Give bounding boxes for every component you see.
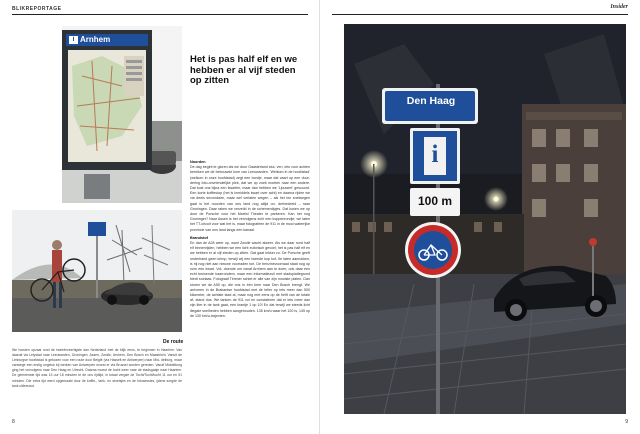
- distance-sign-text: 100 m: [417, 194, 453, 208]
- right-page-number: 9: [625, 419, 628, 425]
- route-caption-title: De route: [163, 339, 184, 345]
- header-rule-right: [332, 14, 628, 15]
- article-column: [190, 160, 310, 322]
- route-caption: We hoeden opzaai rond de tweeënveertigste dan Nederland met de blijk eens, te beginnen in Haarlem. Van daaruit via Lelystad naar Leeuwarden, Groningen, Assen, Zwolle, Arnhem, Den Bosch en Maastricht. Vanuit de Limburgse hoofdstad is gekozen voor een route door België (via Hasselt en Antwerpen) naar Mid- delburg, maar vanwege een erstig ongeluk bij werken van Antwerpen moest er via Brussel worden gereden. Vanaf Middelburg ging het vervolgens naar Den Haag en Utrecht. Daarna moest de tocht weer naar de stadsgaaje naar Haarlem. De gemeenste tijd was 13 uur 18 minuten te de ons rijdtijd, in totaal vergde de Tocht/Tocht/tocht 11 uur en 51 minuten. Die extra tijd werd opgemaakt door de koffie-, tank- en stoetsjes en de fotosessies, ijdens sorgde de tank uitleeuwd.: [12, 348, 182, 388]
- cyclist-road-photo: [12, 210, 182, 332]
- den-haag-night-photo: [344, 24, 626, 414]
- section-label: BLIKREPORTAGE: [12, 6, 62, 12]
- magazine-logo: Insider: [610, 4, 628, 10]
- info-icon: i: [69, 36, 78, 44]
- left-page-number: 8: [12, 419, 15, 425]
- header-rule: [12, 14, 308, 15]
- right-page: [320, 0, 640, 434]
- den-haag-sign-text: Den Haag: [406, 95, 456, 107]
- article-headline: Het is pas half elf en we hebben er al vijf steden op zitten: [190, 54, 298, 86]
- section-text-noorden: De dag begint te gloren als we door Gaasterland stui- ven, iets voor achten bereiken we de bebouwde kom van Leeuwarden. 'Welkom in de hoofdstad' (welkom in onze hoofdstad) zegt een bordje, maar dat vaart op een duur- dering foto-onvriendelijke plek, dat we op zoek moeten naar een andere. Dat kost ons bijna een kwartier, maar dan hebben we 'Ljouwert' gescoord. Een korte koffiestop (het is inmiddels kwart over acht) en daarna rijden we via deels secondaire, maar wel verlaten wegen – als het ien snelwegen gaat is het noorden van ons land nog altijd on- derbedeeld – naar Groningen. Daar raken we verzeild in de schemerdipjes. Dat kosen we op door de Porsche voor het Martini Theater te parkeren. Kan het nog Groninger? Naar Assen is het vervolgens echt een koppenrondje; we laten het TT-circuit voor wat het is, maar fotografeen de 911 in de mooi waterrijke provincie van ons land langs een kanaal.: [190, 165, 310, 232]
- section-heading-noorden: Noorden: [190, 160, 206, 164]
- info-sign-icon: i: [431, 141, 439, 168]
- arnhem-sign-text: Arnhem: [80, 35, 111, 44]
- arnhem-infoboard-photo: [62, 26, 182, 203]
- section-text-brandstof: En dan de A28 weer op, want Zwolle wacht alweer. Als we daar rond half elf binnenrijden, hebben we een licht euforisch gevoel; het is pas half elf en we hebben er al vijf steden op zitten. Dat gaat lekker zo. De Porsche geeft onderhand geen krimp, terwijl wij een tweede kop kof- fie laten aanrukken, is hij nog niet aan nieuwe voorraden toe. De benzinevoorraad staat nog op ruim een kwart. Vol- doende om vanaf Arnhem aan te doen; ook daar een echt bruisende haarrondem, maar een informatiezuil met stadsplattegrond biedt soelaas. Fotograaf Timmer schiet er alle van zijn mooiste platen. Dan sturen we de A50 op, die ons in één keer naar Den Bosch brengt. We arriveren in de Brabantse hoofdstad met de teller op iets meer dan 500 kilometer, de achtste stad al, maar nog met eens op de helft van de totale af- stand dus. We tanken de 911 vol en constateren dat er iets meer dan zijn liter in de tank gaat, een krantje 1 op 10! En dat terwijl we steeds licht illegale snelheden hebben aangehouden. 135 km/u waar het 120 is, 145 op de 130 km/u-trajecten.: [190, 241, 310, 318]
- section-heading-brandstof: Brandstof: [190, 235, 208, 240]
